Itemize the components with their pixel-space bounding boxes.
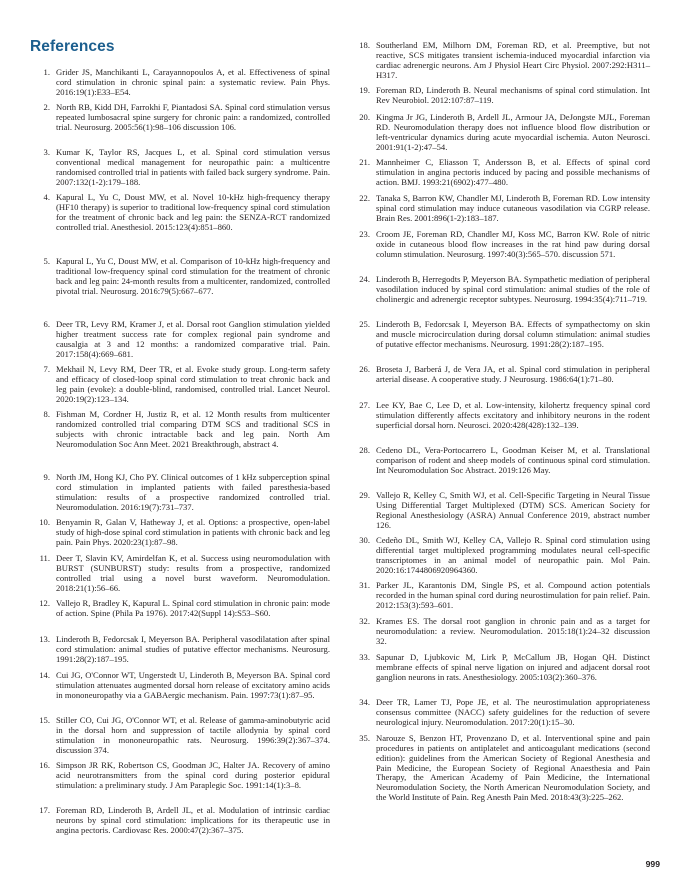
- reference-number: 14.: [39, 670, 50, 680]
- reference-text: Vallejo R, Bradley K, Kapural L. Spinal cord stimulation in chronic pain: mode of action. Spine (Phila Pa 1976). 2017:42(Suppl 14):S53–S60.: [56, 598, 330, 618]
- reference-number: 31.: [359, 580, 370, 590]
- reference-text: Kingma Jr JG, Linderoth B, Ardell JL, Armour JA, DeJongste MJL, Foreman RD. Neuromodulation therapy does not influence blood flow distribution or left-ventricular dynamics during acute myocardial ischemia. Auton Neurosci. 2001:91(1-2):47–54.: [376, 112, 650, 152]
- reference-number: 18.: [359, 40, 370, 50]
- reference-text: Deer T, Slavin KV, Amirdelfan K, et al. Success using neuromodulation with BURST (SUNBURST) study: results from a prospective, randomized controlled trial using a novel burst waveform. Neuromodulation. 2018:21(1):56–66.: [56, 553, 330, 593]
- reference-number: 2.: [43, 102, 50, 112]
- reference-text: Deer TR, Levy RM, Kramer J, et al. Dorsal root Ganglion stimulation yielded higher treatment success rate for complex regional pain syndrome and causalgia at 3 and 12 months: a randomized comparative trial. Pain. 2017:158(4):669–681.: [56, 319, 330, 359]
- reference-number: 24.: [359, 274, 370, 284]
- reference-text: Linderoth B, Herregodts P, Meyerson BA. Sympathetic mediation of peripheral vasodilation induced by spinal cord stimulation: animal studies of the role of cholinergic and adrenergic receptor subtypes. Neurosurg. 1994:35(4):711–719.: [376, 274, 650, 304]
- reference-number: 1.: [43, 67, 50, 77]
- reference-text: Deer TR, Lamer TJ, Pope JE, et al. The neurostimulation appropriateness consensus committee (NACC) safety guidelines for the reduction of severe neurological injury. Neuromodulation. 2017:20(1):15–30.: [376, 697, 650, 727]
- reference-text: Lee KY, Bae C, Lee D, et al. Low-intensity, kilohertz frequency spinal cord stimulation differently affects excitatory and inhibitory neurons in the rodent superficial dorsal horn. Neurosci. 2020:428(428):132–139.: [376, 400, 650, 430]
- reference-number: 9.: [43, 472, 50, 482]
- reference-number: 15.: [39, 715, 50, 725]
- reference-number: 29.: [359, 490, 370, 500]
- reference-text: Croom JE, Foreman RD, Chandler MJ, Koss MC, Barron KW. Role of nitric oxide in cutaneous blood flow increases in the rat hind paw during dorsal column stimulation. Neurosurg. 1997:40(3):565–570. discussion 571.: [376, 229, 650, 259]
- reference-text: Kapural L, Yu C, Doust MW, et al. Novel 10-kHz high-frequency therapy (HF10 therapy) is superior to traditional low-frequency spinal cord stimulation for the treatment of chronic back and leg pain: the SENZA-RCT randomized controlled trial. Anesthesiol. 2015:123(4):851–860.: [56, 192, 330, 232]
- reference-number: 21.: [359, 157, 370, 167]
- reference-number: 25.: [359, 319, 370, 329]
- reference-number: 34.: [359, 697, 370, 707]
- reference-text: Stiller CO, Cui JG, O'Connor WT, et al. Release of gamma-aminobutyric acid in the dorsal horn and suppression of tactile allodynia by spinal cord stimulation in mononeuropathic rats. Neurosurg. 1996:39(2):367–374. discussion 374.: [56, 715, 330, 755]
- reference-text: Tanaka S, Barron KW, Chandler MJ, Linderoth B, Foreman RD. Low intensity spinal cord stimulation may induce cutaneous vasodilation via CGRP release. Brain Res. 2001:896(1-2):183–187.: [376, 193, 650, 223]
- page-number: 999: [645, 859, 660, 869]
- reference-number: 11.: [39, 553, 50, 563]
- reference-text: Grider JS, Manchikanti L, Carayannopoulos A, et al. Effectiveness of spinal cord stimulation in chronic spinal pain: a systematic review. Pain Phys. 2016:19(1):E33–E54.: [56, 67, 330, 97]
- reference-number: 32.: [359, 616, 370, 626]
- reference-number: 6.: [43, 319, 50, 329]
- reference-text: Linderoth B, Fedorcsak I, Meyerson BA. Peripheral vasodilatation after spinal cord stimulation: animal studies of putative effector mechanisms. Neurosurg. 1991:28(2):187–195.: [56, 634, 330, 664]
- reference-number: 17.: [39, 805, 50, 815]
- reference-text: Krames ES. The dorsal root ganglion in chronic pain and as a target for neuromodulation: a review. Neuromodulation. 2015:18(1):24–32 discussion 32.: [376, 616, 650, 646]
- reference-text: Simpson JR RK, Robertson CS, Goodman JC, Halter JA. Recovery of amino acid neurotransmitters from the spinal cord during posterior epidural stimulation: a preliminary study. J Am Paraplegic Soc. 1991:14(1):3–8.: [56, 760, 330, 790]
- reference-text: Mekhail N, Levy RM, Deer TR, et al. Evoke study group. Long-term safety and efficacy of closed-loop spinal cord stimulation to treat chronic back and leg pain (evoke): a double-blind, randomised, controlled trial. Lancet Neurol. 2020:19(2):123–134.: [56, 364, 330, 404]
- reference-text: Parker JL, Karantonis DM, Single PS, et al. Compound action potentials recorded in the human spinal cord during neurostimulation for pain relief. Pain. 2012:153(3):593–601.: [376, 580, 650, 610]
- references-heading: References: [30, 38, 115, 55]
- reference-number: 26.: [359, 364, 370, 374]
- reference-number: 33.: [359, 652, 370, 662]
- reference-number: 30.: [359, 535, 370, 545]
- reference-text: Broseta J, Barberá J, de Vera JA, et al. Spinal cord stimulation in peripheral arterial disease. A cooperative study. J Neurosurg. 1986:64(1):71–80.: [376, 364, 650, 384]
- reference-number: 4.: [43, 192, 50, 202]
- reference-text: Cedeno DL, Vera-Portocarrero L, Goodman Keiser M, et al. Translational comparison of rodent and sheep models of continuous spinal cord stimulation. Int Neuromodulation Soc Abstract. 2019:126 May.: [376, 445, 650, 475]
- reference-number: 22.: [359, 193, 370, 203]
- reference-number: 35.: [359, 733, 370, 743]
- reference-text: North JM, Hong KJ, Cho PY. Clinical outcomes of 1 kHz subperception spinal cord stimulation in implanted patients with failed paresthesia-based stimulation: results of a prospective randomized controlled trial. Neuromodulation. 2016:19(7):731–737.: [56, 472, 330, 512]
- reference-number: 19.: [359, 85, 370, 95]
- reference-number: 5.: [43, 256, 50, 266]
- reference-number: 16.: [39, 760, 50, 770]
- reference-text: Benyamin R, Galan V, Hatheway J, et al. Options: a prospective, open-label study of high-dose spinal cord stimulation in patients with chronic back and leg pain. Pain Phys. 2020:23(1):87–98.: [56, 517, 330, 547]
- reference-number: 23.: [359, 229, 370, 239]
- reference-text: Narouze S, Benzon HT, Provenzano D, et al. Interventional spine and pain procedures in patients on antiplatelet and anticoagulant medications (second edition): guidelines from the American Society of Regional Anesthesia and Pain Medicine, the European Society of Regional Anaesthesia and Pain Therapy, the American Academy of Pain Medicine, the International Neuromodulation Society, the North American Neuromodulation Society, and the World Institute of Pain. Reg Anesth Pain Med. 2018:43(3):225–262.: [376, 733, 650, 803]
- reference-number: 8.: [43, 409, 50, 419]
- reference-text: Sapunar D, Ljubkovic M, Lirk P, McCallum JB, Hogan QH. Distinct membrane effects of spinal nerve ligation on injured and adjacent dorsal root ganglion neurons in rats. Anesthesiology. 2005:103(2):360–376.: [376, 652, 650, 682]
- reference-text: Kapural L, Yu C, Doust MW, et al. Comparison of 10-kHz high-frequency and traditional low-frequency spinal cord stimulation for the treatment of chronic back and leg pain: 24-month results from a multicenter, randomized, controlled pivotal trial. Neurosurg. 2016:79(5):667–677.: [56, 256, 330, 296]
- reference-number: 12.: [39, 598, 50, 608]
- reference-text: North RB, Kidd DH, Farrokhi F, Piantadosi SA. Spinal cord stimulation versus repeated lumbosacral spine surgery for chronic pain: a randomized, controlled trial. Neurosurg. 2005:56(1):98–106 discussion 106.: [56, 102, 330, 132]
- reference-number: 27.: [359, 400, 370, 410]
- reference-text: Vallejo R, Kelley C, Smith WJ, et al. Cell-Specific Targeting in Neural Tissue Using Differential Target Multiplexed (DTM) SCS. American Society for Regional Anesthesiology (ASRA) Annual Conference 2019, abstract number 126.: [376, 490, 650, 530]
- reference-text: Foreman RD, Linderoth B, Ardell JL, et al. Modulation of intrinsic cardiac neurons by spinal cord stimulation: implications for its therapeutic use in angina pectoris. Cardiovasc Res. 2000:47(2):367–375.: [56, 805, 330, 835]
- reference-number: 13.: [39, 634, 50, 644]
- reference-number: 28.: [359, 445, 370, 455]
- reference-number: 20.: [359, 112, 370, 122]
- reference-text: Cedeño DL, Smith WJ, Kelley CA, Vallejo R. Spinal cord stimulation using differential target multiplexed programming modulates neural cell-specific transcriptomes in an animal model of neuropathic pain. Mol Pain. 2020:16:1744806920964360.: [376, 535, 650, 575]
- reference-text: Kumar K, Taylor RS, Jacques L, et al. Spinal cord stimulation versus conventional medical management for neuropathic pain: a multicentre randomised controlled trial in patients with failed back surgery syndrome. Pain. 2007:132(1-2):179–188.: [56, 147, 330, 187]
- reference-number: 10.: [39, 517, 50, 527]
- reference-number: 7.: [43, 364, 50, 374]
- reference-text: Mannheimer C, Eliasson T, Andersson B, et al. Effects of spinal cord stimulation in angina pectoris induced by pacing and possible mechanisms of action. BMJ. 1993:21(6902):477–480.: [376, 157, 650, 187]
- reference-text: Cui JG, O'Connor WT, Ungerstedt U, Linderoth B, Meyerson BA. Spinal cord stimulation attenuates augmented dorsal horn release of excitatory amino acids in mononeuropathy via a GABAergic mechanism. Pain. 1997:73(1):87–95.: [56, 670, 330, 700]
- reference-text: Foreman RD, Linderoth B. Neural mechanisms of spinal cord stimulation. Int Rev Neurobiol. 2012:107:87–119.: [376, 85, 650, 105]
- reference-text: Linderoth B, Fedorcsak I, Meyerson BA. Effects of sympathectomy on skin and muscle microcirculation during dorsal column stimulation: animal studies of putative effector mechanisms. Neurosurg. 1991:28(2):187–195.: [376, 319, 650, 349]
- reference-number: 3.: [43, 147, 50, 157]
- reference-text: Fishman M, Cordner H, Justiz R, et al. 12 Month results from multicenter randomized controlled trial comparing DTM SCS and traditional SCS in subjects with chronic intractable back and leg pain. North Am Neuromodulation Soc Ann Meet. 2021 Breakthrough, abstract 4.: [56, 409, 330, 449]
- reference-text: Southerland EM, Milhorn DM, Foreman RD, et al. Preemptive, but not reactive, SCS mitigates transient ischemia-induced myocardial infarction via cardiac adrenergic neurons. Am J Physiol Heart Circ Physiol. 2007:292:H311–H317.: [376, 40, 650, 80]
